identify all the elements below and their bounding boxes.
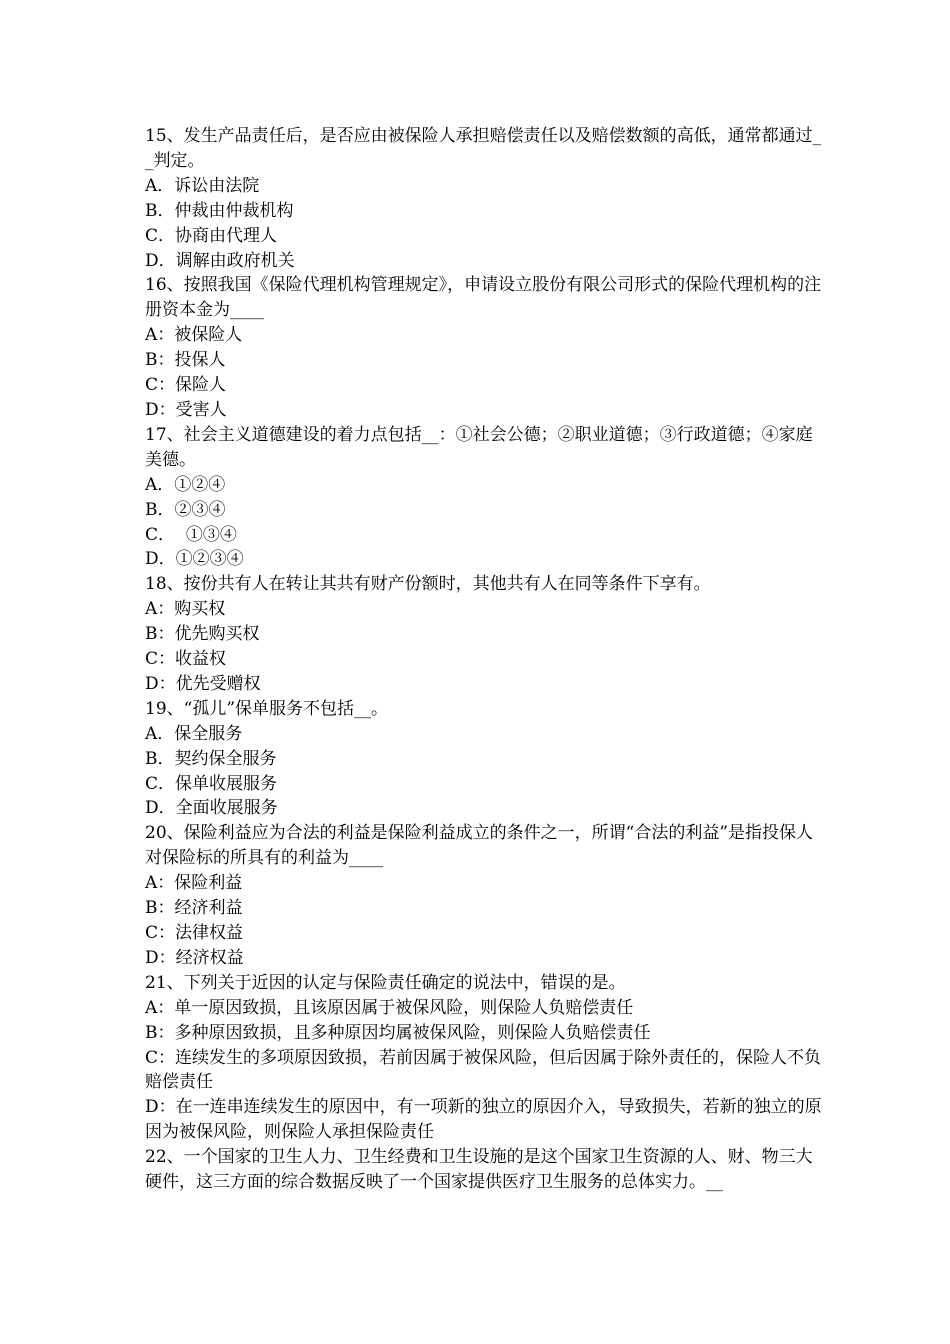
option-a: A：被保险人 [145,325,243,346]
option-d: D：优先受赠权 [145,673,261,694]
question-stem: 19、“孤儿”保单服务不包括__。 [145,698,389,719]
question-18 [145,572,825,697]
option-c: C．协商由代理人 [145,225,278,246]
question-stem: 20、保险利益应为合法的利益是保险利益成立的条件之一，所谓“合法的利益”是指投保人对保险标的所具有的利益为____ [145,823,814,869]
question-stem: 22、一个国家的卫生人力、卫生经费和卫生设施的是这个国家卫生资源的人、财、物三大硬件，这三方面的综合数据反映了一个国家提供医疗卫生服务的总体实力。__ [145,1147,813,1193]
question-21 [145,971,825,1145]
option-a: A．诉讼由法院 [145,175,260,196]
question-20 [145,821,825,970]
option-b: B．仲裁由仲裁机构 [145,200,294,221]
option-b: B．契约保全服务 [145,748,277,769]
option-a: A：保险利益 [145,873,243,894]
question-stem: 17、社会主义道德建设的着力点包括__：①社会公德；②职业道德；③行政道德；④家庭美德。 [145,424,813,470]
option-d: D：经济权益 [145,947,244,968]
option-a: A．①②④ [145,474,226,495]
option-b: B．②③④ [145,499,226,520]
question-16 [145,273,825,422]
option-d: D：在一连串连续发生的原因中，有一项新的独立的原因介入，导致损失，若新的独立的原因为被保风险，则保险人承担保险责任 [145,1097,822,1143]
option-c: C：收益权 [145,649,227,670]
option-b: B：多种原因致损，且多种原因均属被保风险，则保险人负赔偿责任 [145,1022,651,1043]
option-a: A．保全服务 [145,723,243,744]
question-22 [145,1145,825,1195]
option-c: C：连续发生的多项原因致损，若前因属于被保风险，但后因属于除外责任的，保险人不负赔偿责任 [145,1047,822,1093]
question-stem: 18、按份共有人在转让其共有财产份额时，其他共有人在同等条件下享有。 [145,574,711,595]
question-stem: 16、按照我国《保险代理机构管理规定》，申请设立股份有限公司形式的保险代理机构的注册资本金为____ [145,275,822,321]
document-page [145,124,825,1195]
option-b: B：投保人 [145,350,226,371]
question-15 [145,124,825,273]
question-19 [145,697,825,822]
option-a: A：购买权 [145,599,226,620]
option-c: C：法律权益 [145,923,244,943]
option-d: D．调解由政府机关 [145,250,295,271]
question-stem: 15、发生产品责任后，是否应由被保险人承担赔偿责任以及赔偿数额的高低，通常都通过__判定。 [145,126,822,171]
option-a: A：单一原因致损，且该原因属于被保风险，则保险人负赔偿责任 [145,997,634,1018]
option-d: D：受害人 [145,399,227,420]
option-c: C：保险人 [145,375,227,396]
question-stem: 21、下列关于近因的认定与保险责任确定的说法中，错误的是。 [145,972,626,993]
question-17 [145,423,825,572]
option-b: B：经济利益 [145,898,243,919]
option-c: C．保单收展服务 [145,773,278,794]
option-d: D．全面收展服务 [145,798,278,819]
option-b: B：优先购买权 [145,624,260,645]
option-c: C． ①③④ [145,524,237,545]
option-d: D．①②③④ [145,549,244,570]
